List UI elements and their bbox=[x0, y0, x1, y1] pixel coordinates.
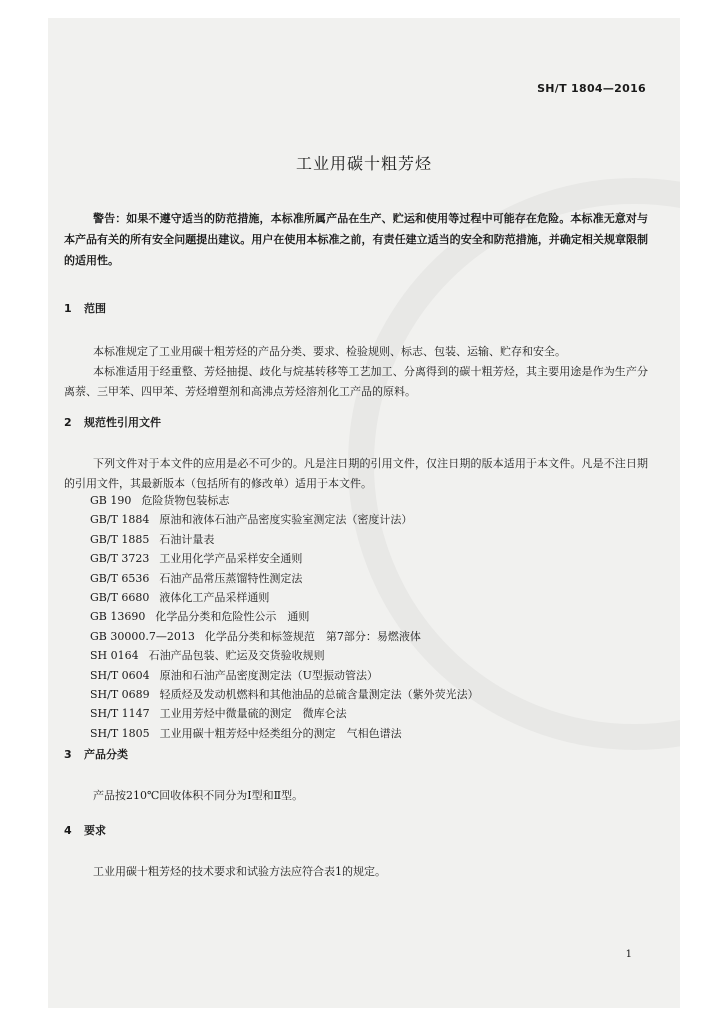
standard-code: SH/T 1804—2016 bbox=[537, 82, 646, 95]
reference-item bbox=[90, 569, 479, 588]
reference-title: 液体化工产品采样通则 bbox=[159, 590, 270, 604]
reference-item bbox=[90, 627, 479, 646]
reference-title: 工业用芳烃中微量硫的测定 微库仑法 bbox=[159, 707, 347, 721]
reference-title: 石油产品包装、贮运及交货验收规则 bbox=[148, 649, 325, 663]
reference-code: GB/T 3723 bbox=[90, 552, 150, 566]
reference-title: 工业用碳十粗芳烃中烃类组分的测定 气相色谱法 bbox=[159, 726, 402, 740]
section-title: 要求 bbox=[84, 824, 106, 837]
scope-paragraph-1: 本标准规定了工业用碳十粗芳烃的产品分类、要求、检验规则、标志、包装、运输、贮存和安全。 bbox=[93, 345, 566, 358]
document-title: 工业用碳十粗芳烃 bbox=[295, 154, 432, 173]
reference-title: 原油和石油产品密度测定法（U型振动管法） bbox=[159, 668, 378, 682]
reference-code: SH/T 1805 bbox=[90, 726, 150, 740]
section-number: 3 bbox=[64, 748, 72, 761]
reference-code: GB/T 1884 bbox=[90, 513, 150, 527]
section-1-heading bbox=[64, 300, 106, 316]
reference-title: 轻质烃及发动机燃料和其他油品的总硫含量测定法（紫外荧光法） bbox=[159, 687, 479, 701]
reference-item bbox=[90, 491, 479, 510]
reference-item bbox=[90, 530, 479, 549]
reference-code: GB 190 bbox=[90, 494, 132, 507]
section-4-heading bbox=[64, 822, 106, 838]
reference-item bbox=[90, 510, 479, 529]
reference-item bbox=[90, 646, 479, 665]
section-title: 范围 bbox=[84, 302, 106, 315]
reference-item bbox=[90, 588, 479, 607]
page-number: 1 bbox=[625, 949, 632, 960]
section-number: 4 bbox=[64, 824, 72, 837]
references-intro: 下列文件对于本文件的应用是必不可少的。凡是注日期的引用文件，仅注日期的版本适用于本文件。凡是不注日期的引用文件，其最新版本（包括所有的修改单）适用于本文件。 bbox=[64, 457, 648, 490]
reference-code: SH/T 0604 bbox=[90, 668, 150, 682]
reference-code: SH/T 0689 bbox=[90, 687, 150, 701]
reference-list bbox=[90, 491, 479, 743]
section-title: 规范性引用文件 bbox=[84, 416, 161, 429]
reference-item bbox=[90, 685, 479, 704]
reference-code: GB/T 6536 bbox=[90, 571, 150, 585]
reference-code: SH 0164 bbox=[90, 649, 139, 663]
reference-code: GB/T 1885 bbox=[90, 532, 150, 546]
reference-title: 工业用化学产品采样安全通则 bbox=[159, 552, 303, 566]
section-2-heading bbox=[64, 414, 161, 430]
warning-paragraph: 警告：如果不遵守适当的防范措施，本标准所属产品在生产、贮运和使用等过程中可能存在危险。本标准无意对与本产品有关的所有安全问题提出建议。用户在使用本标准之前，有责任建立适当的安全和防范措施，并确定相关规章限制的适用性。 bbox=[64, 212, 648, 267]
section-number: 2 bbox=[64, 416, 72, 429]
reference-title: 石油计量表 bbox=[159, 532, 215, 546]
scope-paragraph-2: 本标准适用于经重整、芳烃抽提、歧化与烷基转移等工艺加工、分离得到的碳十粗芳烃，其主要用途是作为生产分离萘、三甲苯、四甲苯、芳烃增塑剂和高沸点芳烃溶剂化工产品的原料。 bbox=[64, 365, 648, 398]
reference-item bbox=[90, 607, 479, 626]
reference-code: GB 13690 bbox=[90, 610, 146, 624]
section-3-heading bbox=[64, 746, 128, 762]
reference-item bbox=[90, 549, 479, 568]
reference-title: 化学品分类和危险性公示 通则 bbox=[155, 610, 310, 624]
reference-item bbox=[90, 704, 479, 723]
reference-title: 危险货物包装标志 bbox=[141, 494, 230, 507]
reference-code: GB 30000.7—2013 bbox=[90, 629, 195, 643]
reference-code: SH/T 1147 bbox=[90, 707, 150, 721]
section-title: 产品分类 bbox=[84, 748, 128, 761]
requirements-paragraph: 工业用碳十粗芳烃的技术要求和试验方法应符合表1的规定。 bbox=[93, 865, 386, 878]
reference-item bbox=[90, 724, 479, 743]
reference-item bbox=[90, 666, 479, 685]
section-number: 1 bbox=[64, 302, 72, 315]
reference-title: 化学品分类和标签规范 第7部分：易燃液体 bbox=[204, 629, 421, 643]
reference-title: 石油产品常压蒸馏特性测定法 bbox=[159, 571, 303, 585]
classification-paragraph: 产品按210℃回收体积不同分为Ⅰ型和Ⅱ型。 bbox=[93, 789, 304, 802]
reference-code: GB/T 6680 bbox=[90, 590, 150, 604]
document-page bbox=[48, 18, 680, 1008]
reference-title: 原油和液体石油产品密度实验室测定法（密度计法） bbox=[159, 513, 413, 527]
